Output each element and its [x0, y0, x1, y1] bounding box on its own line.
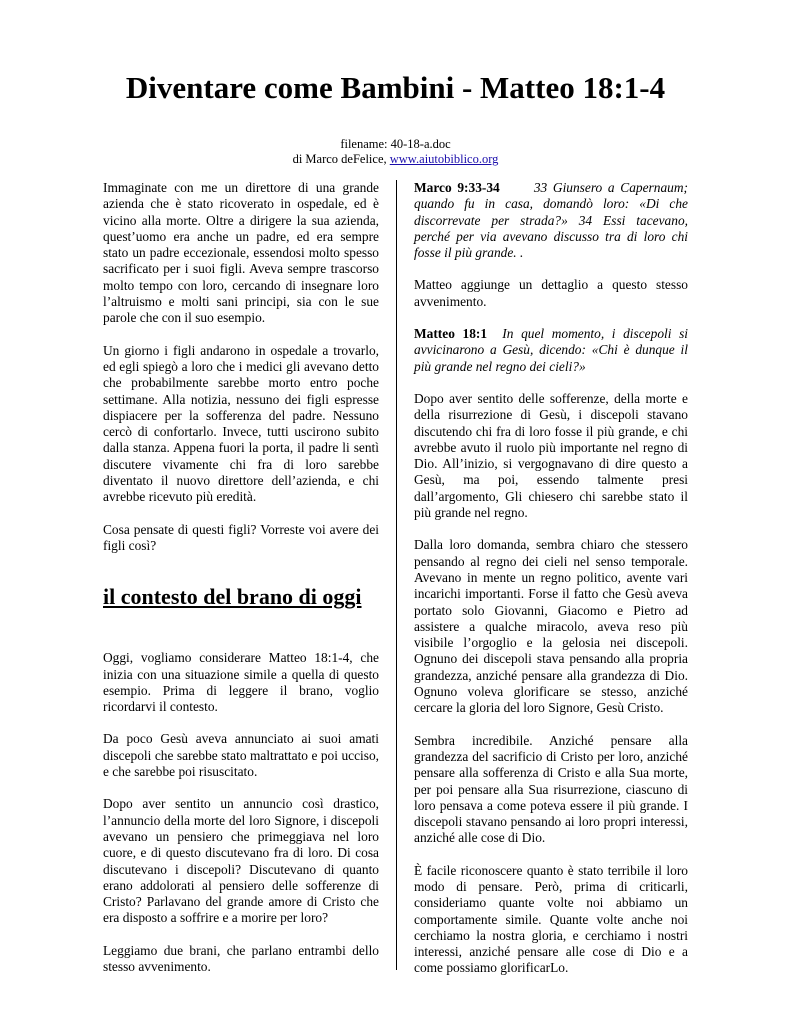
left-column [103, 180, 379, 975]
right-paragraph-2: Dopo aver sentito delle sofferenze, della morte e della risurrezione di Gesù, i discepoli stavano discutendo chi fra di loro fosse il più grande, e chi avrebbe avuto il ruolo più importante nel regno di Dio. All’inizio, si vergognavano di dire questo a Gesù, ma poi, essendo talmente presi dall’argomento, Gli chiesero chi sarebbe stato il più grande nel regno. [414, 390, 688, 521]
right-paragraph-3: Dalla loro domanda, sembra chiaro che stessero pensando al regno dei cieli nel senso temporale. Avevano in mente un regno politico, avente vari incarichi importanti. Forse il fatto che Gesù aveva portato solo Giovanni, Giacomo e Pietro ad assistere a qualche miracolo, aveva reso più visibile l’orgoglio e la gelosia nei discepoli. Ognuno dei discepoli stava pensando alla propria grandezza, anziché pensare alla grandezza di Dio. Ognuno voleva glorificare se stesso, anziché cercare la gloria del loro Signore, Gesù Cristo. [414, 537, 688, 716]
marco-passage [414, 180, 688, 261]
document-title: Diventare come Bambini - Matteo 18:1-4 [125, 70, 666, 105]
matteo-quote: In quel momento, i discepoli si avvicinarono a Gesù, dicendo: «Chi è dunque il più grande nel regno dei cieli?» [414, 326, 688, 374]
left-paragraph-5: Da poco Gesù aveva annunciato ai suoi amati discepoli che sarebbe stato maltrattato e poi ucciso, e che sarebbe poi risuscitato. [103, 731, 379, 780]
left-paragraph-1: Immaginate con me un direttore di una grande azienda che è stato ricoverato in ospedale, ed è vicino alla morte. Oltre a dirigere la sua azienda, quest’uomo era anche un padre, ed era sempre stato un padre eccezionale, essendosi molto spesso sacrificato per i suoi figli. Aveva sempre trascorso molto tempo con loro, cercando di insegnare loro l’altruismo e molti sani principi, sia con le sue parole che con il suo esempio. [103, 180, 379, 326]
filename-line: filename: 40-18-a.doc [340, 137, 451, 151]
right-column [414, 180, 688, 977]
matteo-reference: Matteo 18:1 [414, 326, 488, 342]
right-paragraph-4: Sembra incredibile. Anziché pensare alla grandezza del sacrificio di Cristo per loro, anziché pensare alla sofferenza di Cristo e alla Sua morte, per poi pensare alla Sua risurrezione, ciascuno di loro pensava a come poteva essere il più grande. I discepoli stavano pensando ai loro propri interessi, anziché alle cose di Dio. [414, 732, 688, 846]
marco-reference: Marco 9:33-34 [414, 180, 500, 195]
left-paragraph-3: Cosa pensate di questi figli? Vorreste voi avere dei figli così? [103, 521, 379, 553]
marco-quote: 33 Giunsero a Capernaum; quando fu in casa, domandò loro: «Di che discorrevate per strada?» 34 Essi tacevano, perché per via avevano discusso tra di loro chi fosse il più grande. . [414, 180, 688, 261]
left-paragraph-4: Oggi, vogliamo considerare Matteo 18:1-4, che inizia con una situazione simile a quella di questo esempio. Prima di leggere il brano, voglio ricordarvi il contesto. [103, 650, 379, 715]
column-divider [396, 180, 397, 970]
left-paragraph-7: Leggiamo due brani, che parlano entrambi dello stesso avvenimento. [103, 942, 379, 974]
left-paragraph-6: Dopo aver sentito un annuncio così drastico, l’annuncio della morte del loro Signore, i discepoli avevano un pensiero che primeggiava nel loro cuore, e di questo discutevano fra di loro. Di cosa discutevano i discepoli? Discutevano di quanto erano addolorati al pensiero delle sofferenze di Cristo? Parlavano del grande amore di Cristo che era disposto a soffrire e a morire per loro? [103, 796, 379, 926]
matteo-passage [414, 326, 688, 375]
right-paragraph-bridge: Matteo aggiunge un dettaglio a questo stesso avvenimento. [414, 277, 688, 309]
website-link[interactable]: www.aiutobiblico.org [389, 152, 499, 166]
author-line [0, 152, 791, 167]
document-meta [0, 137, 791, 167]
right-paragraph-5: È facile riconoscere quanto è stato terribile il loro modo di pensare. Però, prima di criticarli, consideriamo quante volte noi abbiamo un comportamente simile. Quante volte anche noi cerchiamo la nostra gloria, e cerchiamo i nostri interessi, anziché pensare alle cose di Dio e a come possiamo glorificarLo. [414, 862, 688, 976]
author-text: di Marco deFelice, [292, 152, 390, 166]
left-paragraph-2: Un giorno i figli andarono in ospedale a trovarlo, ed egli spiegò a loro che i medici gli avevano detto che probabilmente sarebbe morto entro poche settimane. Alla notizia, nessuno dei figli espresse dispiacere per la sofferenza del padre. Nessuno cercò di confortarlo. Invece, tutti uscirono subito dalla stanza. Appena fuori la porta, il padre li sentì discutere vivamente chi fra di loro sarebbe diventato il nuovo direttore dell’azienda, e chi avrebbe ricevuto più eredità. [103, 342, 379, 505]
section-heading: il contesto del brano di oggi [103, 584, 362, 610]
